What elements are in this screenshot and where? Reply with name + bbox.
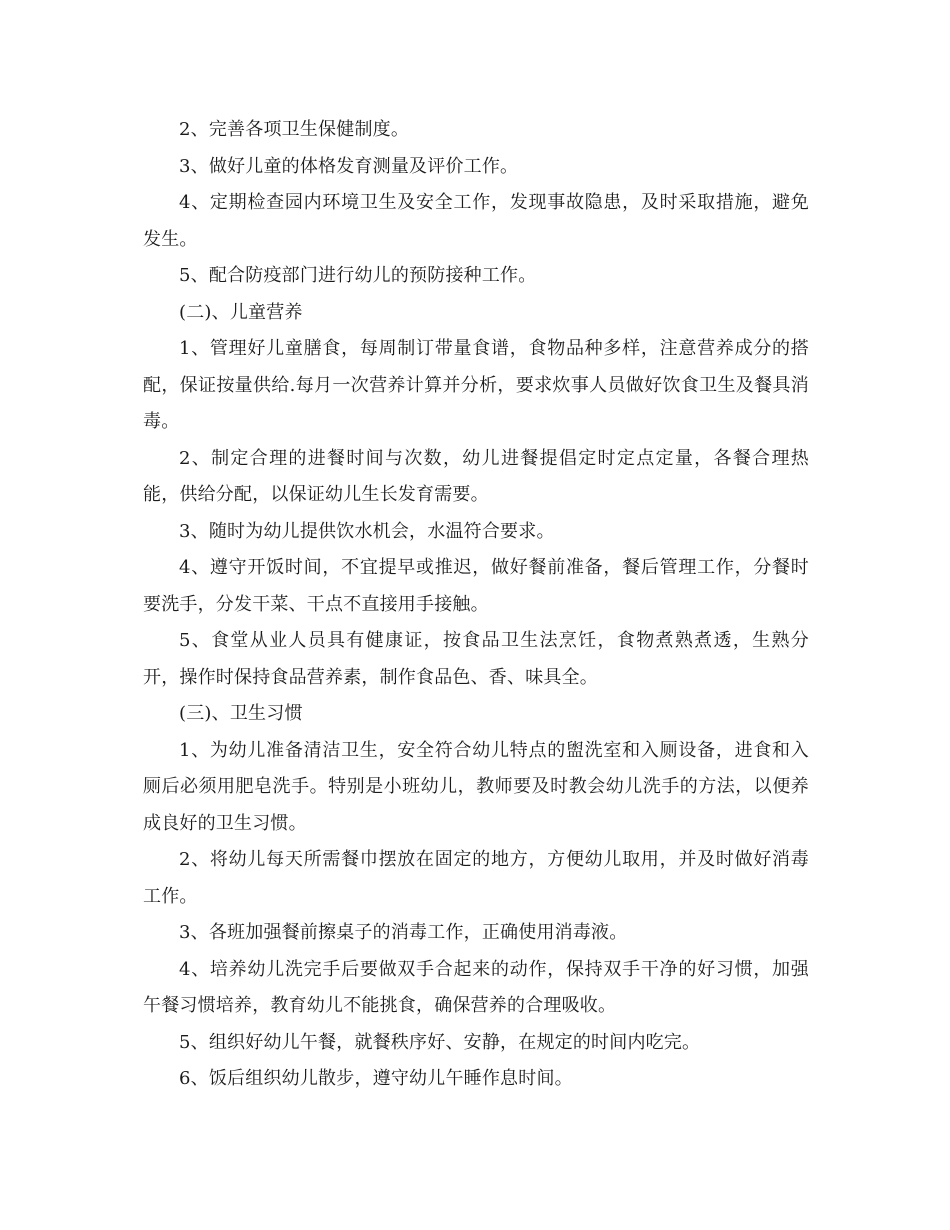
section-heading: (二)、儿童营养 [179, 301, 303, 323]
section-heading: (三)、卫生习惯 [179, 703, 303, 724]
paragraph: 5、配合防疫部门进行幼儿的预防接种工作。 [179, 265, 537, 286]
paragraph: 4、培养幼儿洗完手后要做双手合起来的动作，保持双手干净的好习惯，加强午餐习惯培养，教育幼儿不能挑食，确保营养的合理吸收。 [143, 958, 809, 1016]
paragraph: 4、遵守开饭时间，不宜提早或推迟，做好餐前准备，餐后管理工作，分餐时要洗手，分发干菜、干点不直接用手接触。 [143, 557, 809, 615]
paragraph: 1、为幼儿准备清洁卫生，安全符合幼儿特点的盥洗室和入厕设备，进食和入厕后必须用肥皂洗手。特别是小班幼儿，教师要及时教会幼儿洗手的方法，以便养成良好的卫生习惯。 [143, 739, 809, 834]
paragraph: 5、食堂从业人员具有健康证，按食品卫生法烹饪，食物煮熟煮透，生熟分开，操作时保持食品营养素，制作食品色、香、味具全。 [143, 630, 809, 688]
paragraph: 2、完善各项卫生保健制度。 [179, 119, 410, 140]
paragraph: 6、饭后组织幼儿散步，遵守幼儿午睡作息时间。 [179, 1068, 573, 1089]
paragraph: 1、管理好儿童膳食，每周制订带量食谱，食物品种多样，注意营养成分的搭配，保证按量供给.每月一次营养计算并分析，要求炊事人员做好饮食卫生及餐具消毒。 [143, 338, 809, 432]
paragraph: 3、做好儿童的体格发育测量及评价工作。 [179, 155, 519, 177]
paragraph: 2、将幼儿每天所需餐巾摆放在固定的地方，方便幼儿取用，并及时做好消毒工作。 [143, 849, 809, 907]
document-body [143, 112, 809, 1098]
paragraph: 2、制定合理的进餐时间与次数，幼儿进餐提倡定时定点定量，各餐合理热能，供给分配，以保证幼儿生长发育需要。 [143, 447, 809, 505]
paragraph: 3、各班加强餐前擦桌子的消毒工作，正确使用消毒液。 [179, 922, 628, 943]
paragraph: 3、随时为幼儿提供饮水机会，水温符合要求。 [179, 520, 555, 542]
paragraph: 4、定期检查园内环境卫生及安全工作，发现事故隐患，及时采取措施，避免发生。 [143, 192, 809, 250]
paragraph: 5、组织好幼儿午餐，就餐秩序好、安静，在规定的时间内吃完。 [179, 1031, 701, 1053]
